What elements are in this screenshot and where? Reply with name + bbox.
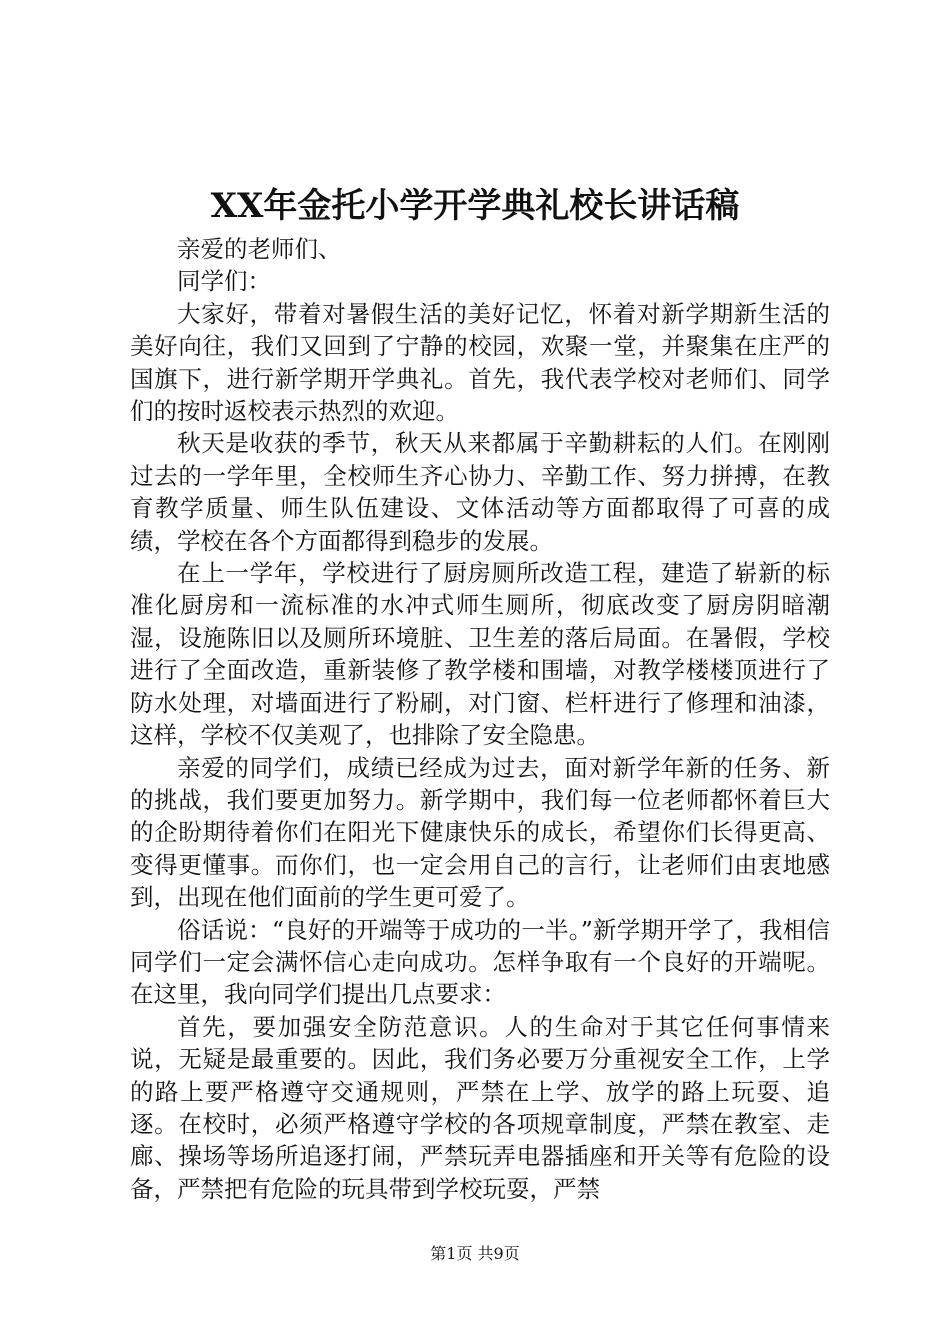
paragraph-safety: 首先，要加强安全防范意识。人的生命对于其它任何事情来说，无疑是最重要的。因此，我们务必要万分重视安全工作，上学的路上要严格遵守交通规则，严禁在上学、放学的路上玩耍、追逐。在校时，必须严格遵守学校的各项规章制度，严禁在教室、走廊、操场等场所追逐打闹，严禁玩弄电器插座和开关等有危险的设备，严禁把有危险的玩具带到学校玩耍，严禁: [130, 1012, 830, 1203]
paragraph-renovation: 在上一学年，学校进行了厨房厕所改造工程，建造了崭新的标准化厨房和一流标准的水冲式师生厕所，彻底改变了厨房阴暗潮湿，设施陈旧以及厕所环境脏、卫生差的落后局面。在暑假，学校进行了全面改造，重新装修了教学楼和围墙，对教学楼楼顶进行了防水处理，对墙面进行了粉刷，对门窗、栏杆进行了修理和油漆，这样，学校不仅美观了，也排除了安全隐患。: [130, 559, 830, 750]
document-title: XX年金托小学开学典礼校长讲话稿: [210, 186, 740, 226]
page-number-footer: 第1页 共9页: [430, 1244, 520, 1263]
salutation-line-2: 同学们：: [177, 267, 271, 296]
salutation-line-1: 亲爱的老师们、: [177, 235, 342, 263]
paragraph-greeting: 大家好，带着对暑假生活的美好记忆，怀着对新学期新生活的美好向往，我们又回到了宁静的校园，欢聚一堂，并聚集在庄严的国旗下，进行新学期开学典礼。首先，我代表学校对老师们、同学们的按时返校表示热烈的欢迎。: [130, 299, 830, 426]
paragraph-proverb: 俗话说：“良好的开端等于成功的一半。”新学期开学了，我相信同学们一定会满怀信心走向成功。怎样争取有一个良好的开端呢。在这里，我向同学们提出几点要求：: [130, 915, 830, 1009]
document-body: [130, 233, 830, 1205]
paragraph-students: 亲爱的同学们，成绩已经成为过去，面对新学年新的任务、新的挑战，我们要更加努力。新学期中，我们每一位老师都怀着巨大的企盼期待着你们在阳光下健康快乐的成长，希望你们长得更高、变得更懂事。而你们，也一定会用自己的言行，让老师们由衷地感到，出现在他们面前的学生更可爱了。: [130, 753, 830, 912]
paragraph-autumn: 秋天是收获的季节，秋天从来都属于辛勤耕耘的人们。在刚刚过去的一学年里，全校师生齐心协力、辛勤工作、努力拼搏，在教育教学质量、师生队伍建设、文体活动等方面都取得了可喜的成绩，学校在各个方面都得到稳步的发展。: [130, 429, 830, 555]
